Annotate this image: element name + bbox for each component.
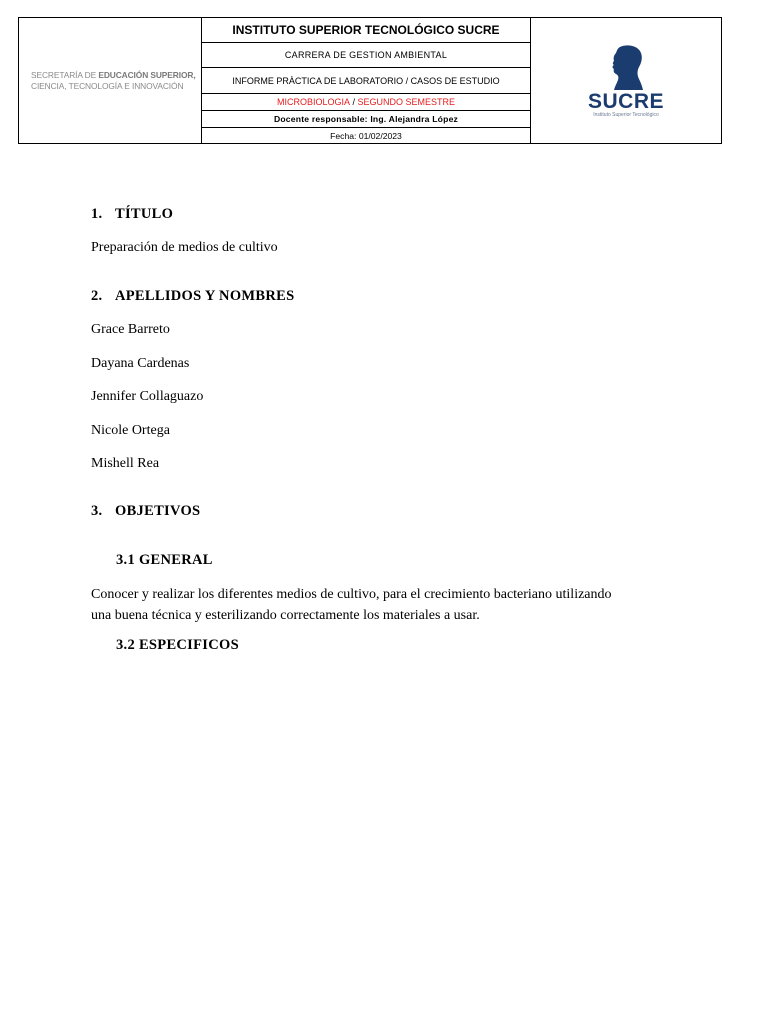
student-name: Nicole Ortega xyxy=(91,423,170,438)
section-2-heading xyxy=(91,288,294,305)
career-name: CARRERA DE GESTION AMBIENTAL xyxy=(202,43,530,68)
student-name: Jennifer Collaguazo xyxy=(91,389,204,404)
student-name: Mishell Rea xyxy=(91,456,160,471)
subsection-3-2-heading: 3.2 ESPECIFICOS xyxy=(116,637,239,653)
section-2-number: 2. xyxy=(91,288,103,304)
teacher-name: Docente responsable: Ing. Alejandra López xyxy=(202,111,530,128)
subsection-3-1-heading: 3.1 GENERAL xyxy=(116,552,213,568)
semester-name: SEGUNDO SEMESTRE xyxy=(357,97,456,107)
general-objective-line-1: Conocer y realizar los diferentes medios de cultivo, para el crecimiento bacteriano utilizando xyxy=(91,587,612,602)
section-1-heading xyxy=(91,206,173,223)
student-name: Dayana Cardenas xyxy=(91,356,190,371)
section-2-title: APELLIDOS Y NOMBRES xyxy=(115,288,295,304)
secretaria-light-text: SECRETARÍA DE xyxy=(31,69,99,80)
section-3-title: OBJETIVOS xyxy=(115,503,201,519)
general-objective-line-2: una buena técnica y esterilizando correctamente los materiales a usar. xyxy=(91,608,480,623)
student-name: Grace Barreto xyxy=(91,322,170,337)
document-header-table xyxy=(18,17,722,144)
header-info-column xyxy=(202,18,531,143)
secretaria-line-2: CIENCIA, TECNOLOGÍA E INNOVACIÓN xyxy=(31,80,184,91)
subject-row xyxy=(202,94,530,111)
subject-separator: / xyxy=(349,97,358,107)
general-objective-text xyxy=(91,584,691,626)
report-type: INFORME PRÀCTICA DE LABORATORIO / CASOS DE ESTUDIO xyxy=(202,68,530,94)
section-3-heading xyxy=(91,503,200,520)
section-1-title: TÍTULO xyxy=(115,206,174,222)
section-1-number: 1. xyxy=(91,206,103,222)
sucre-bust-icon xyxy=(606,44,646,90)
institute-name: INSTITUTO SUPERIOR TECNOLÓGICO SUCRE xyxy=(202,18,530,43)
report-title-text: Preparación de medios de cultivo xyxy=(91,240,278,255)
secretaria-bold-text: EDUCACIÓN SUPERIOR, xyxy=(98,69,196,80)
report-date: Fecha: 01/02/2023 xyxy=(330,130,402,141)
sucre-logo-subtitle: Instituto Superior Tecnológico xyxy=(593,111,659,118)
sucre-logo xyxy=(531,18,721,143)
secretaria-logo xyxy=(19,18,202,143)
sucre-logo-word: SUCRE xyxy=(587,89,664,113)
section-3-number: 3. xyxy=(91,503,103,519)
subject-name: MICROBIOLOGIA xyxy=(276,97,350,107)
secretaria-line-1 xyxy=(31,70,201,81)
